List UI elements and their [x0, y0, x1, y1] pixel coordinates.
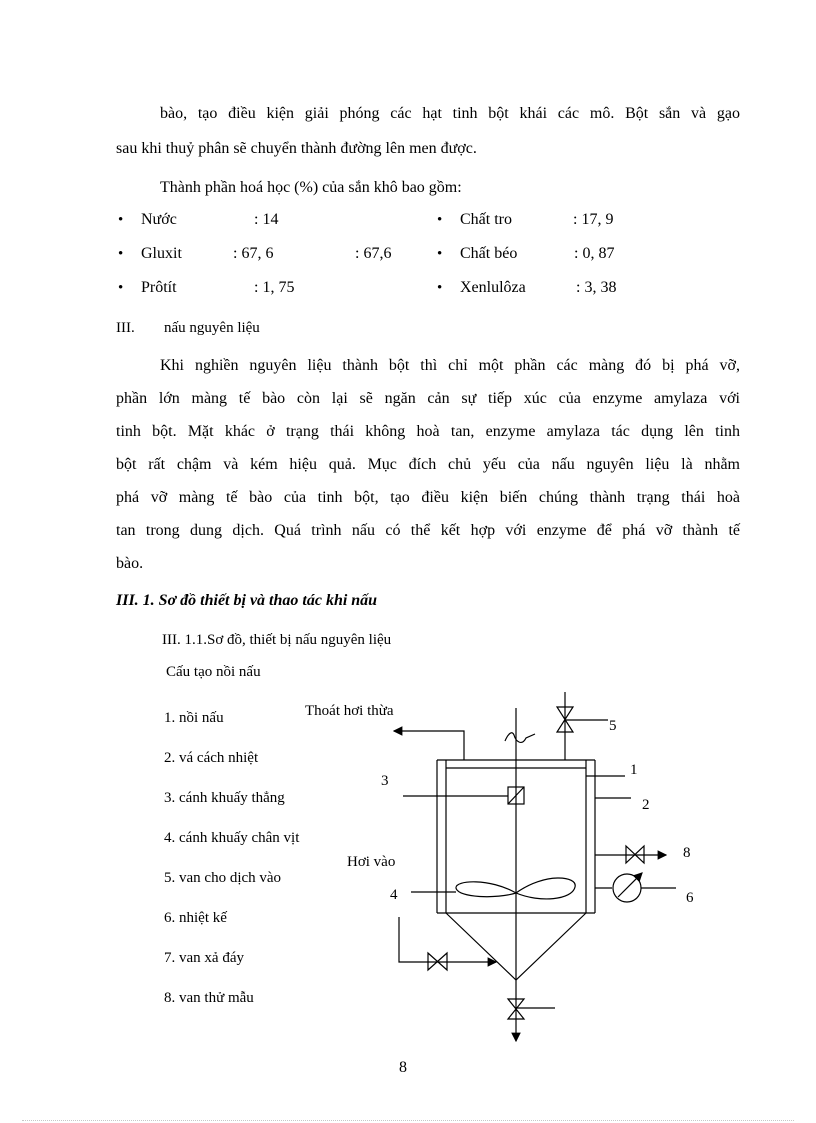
label-1: 1	[630, 762, 638, 778]
composition-heading: Thành phần hoá học (%) của sắn khô bao gồm:	[160, 179, 462, 196]
label-8: 8	[683, 845, 691, 861]
bullet: •	[437, 246, 443, 262]
legend-item: 1. nồi nấu	[164, 710, 224, 726]
label-3: 3	[381, 773, 389, 789]
section-title: nấu nguyên liệu	[164, 320, 260, 336]
vessel-right-wall	[586, 760, 595, 913]
item-name: Chất tro	[460, 211, 512, 228]
legend-item: 7. van xả đáy	[164, 950, 244, 966]
item-name: Xenlulôza	[460, 279, 526, 296]
bullet: •	[118, 246, 124, 262]
item-value: : 0, 87	[574, 245, 615, 262]
squiggle	[505, 733, 535, 743]
bullet: •	[437, 280, 443, 296]
diagram-caption: Cấu tạo nồi nấu	[166, 664, 261, 680]
item-value: : 3, 38	[576, 279, 617, 296]
item-value: : 67, 6	[233, 245, 274, 262]
item-name: Nước	[141, 211, 177, 228]
item-name: Chất béo	[460, 245, 518, 262]
steam-out-label: Thoát hơi thừa	[305, 703, 394, 719]
legend-item: 5. van cho dịch vào	[164, 870, 282, 886]
legend-item: 3. cánh khuấy thẳng	[164, 790, 285, 806]
item-value: : 14	[254, 211, 279, 228]
steam-in-label: Hơi vào	[347, 854, 396, 870]
paragraph-line: bột rất chậm và kém hiệu quả. Mục đích chủ yếu của nấu nguyên liệu là nhằm	[116, 456, 740, 473]
label-4: 4	[390, 887, 398, 903]
item-extra: : 67,6	[355, 245, 392, 262]
inlet-pipe	[565, 692, 608, 760]
item-value: : 1, 75	[254, 279, 295, 296]
section-number: III.	[116, 320, 135, 336]
bullet: •	[437, 212, 443, 228]
paragraph-line: phá vỡ màng tế bào của tinh bột, tạo điều kiện biến chúng thành trạng thái hoà	[116, 489, 740, 506]
intro-line-2: sau khi thuỷ phân sẽ chuyển thành đường lên men được.	[116, 140, 477, 157]
label-2: 2	[642, 797, 650, 813]
paragraph-line: tinh bột. Mặt khác ở trạng thái không hoà tan, enzyme amylaza tác dụng lên tinh	[116, 423, 740, 440]
item-value: : 17, 9	[573, 211, 614, 228]
paragraph-line: bào.	[116, 555, 144, 572]
legend-item: 2. vá cách nhiệt	[164, 750, 259, 766]
label-6: 6	[686, 890, 694, 906]
legend-item: 6. nhiệt kế	[164, 910, 227, 926]
propeller-blade-left	[456, 882, 516, 897]
steam-exhaust-pipe	[394, 731, 464, 760]
propeller-blade-right	[516, 878, 575, 899]
label-5: 5	[609, 718, 617, 734]
section-heading: III. 1. Sơ đồ thiết bị và thao tác khi nấu	[116, 592, 378, 609]
paragraph-line: Khi nghiền nguyên liệu thành bột thì chỉ một phần các màng đó bị phá vỡ,	[160, 357, 740, 374]
page-number: 8	[399, 1059, 407, 1076]
footer-divider	[22, 1120, 794, 1121]
subsection-heading: III. 1.1.Sơ đồ, thiết bị nấu nguyên liệu	[162, 632, 392, 648]
item-name: Prôtít	[141, 279, 177, 296]
legend-item: 8. van thử mẫu	[164, 990, 254, 1006]
intro-line-1: bào, tạo điều kiện giải phóng các hạt tinh bột khái các mô. Bột sắn và gạo	[160, 105, 740, 122]
bullet: •	[118, 280, 124, 296]
vessel-left-wall	[437, 760, 446, 913]
legend-item: 4. cánh khuấy chân vịt	[164, 830, 300, 846]
paragraph-line: tan trong dung dịch. Quá trình nấu có thể kết hợp với enzyme để phá vỡ thành tế	[116, 522, 740, 539]
paragraph-line: phần lớn màng tế bào còn lại sẽ ngăn cản sự tiếp xúc của enzyme amylaza với	[116, 390, 740, 407]
bullet: •	[118, 212, 124, 228]
item-name: Gluxit	[141, 245, 182, 262]
